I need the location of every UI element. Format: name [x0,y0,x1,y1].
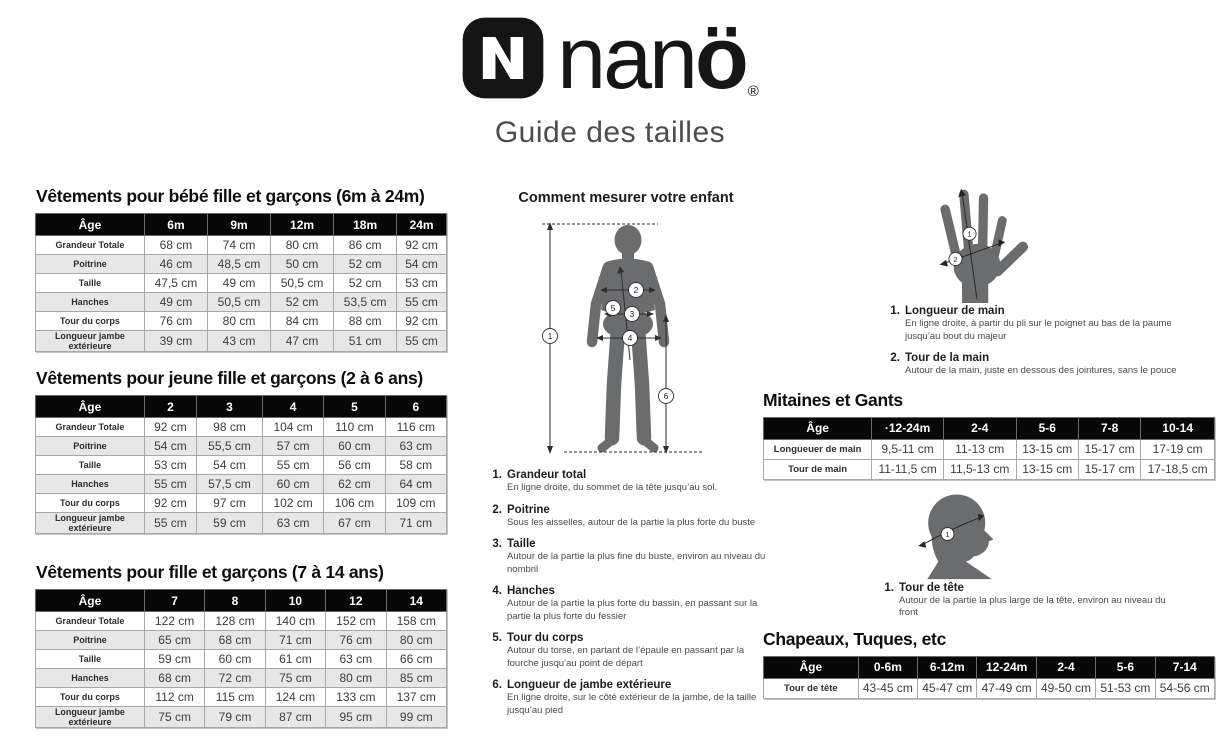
value-cell: 55 cm [397,293,447,312]
head-instruction-item [879,582,1171,620]
age-column-header: Âge [764,417,872,439]
hand-marker-1: 1 [967,229,972,239]
page-title: Guide des tailles [494,116,726,149]
measure-guide-column [487,190,775,726]
value-cell: 124 cm [265,688,325,707]
row-label: Tour du corps [36,494,145,513]
table-row [36,437,447,456]
value-cell: 57 cm [262,437,323,456]
item-number: 1. [890,305,900,317]
value-cell: 60 cm [324,437,385,456]
value-cell: 45-47 cm [918,678,977,698]
item-description: Autour de la partie la plus large de la tête, environ au niveau du front [899,594,1166,619]
row-label: Tour de main [764,459,872,479]
value-cell: 68 cm [205,631,265,650]
row-label: Taille [36,274,145,293]
value-cell: 63 cm [385,437,446,456]
marker-6: 6 [663,391,669,401]
value-cell: 104 cm [262,418,323,437]
item-number: 1. [884,581,894,594]
hand-silhouette [945,194,1023,303]
value-cell: 133 cm [326,688,386,707]
value-cell: 87 cm [265,707,325,728]
item-title: Longueur de main [905,305,1005,317]
size-column-header: 0-6m [858,656,917,678]
value-cell: 137 cm [386,688,446,707]
value-cell: 61 cm [265,650,325,669]
value-cell: 99 cm [386,707,446,728]
size-column-header: 6m [144,214,207,236]
hand-instruction-item [885,305,1177,343]
section-baby [35,186,447,352]
value-cell: 17-19 cm [1141,439,1215,459]
value-cell: 59 cm [197,513,263,534]
value-cell: 75 cm [265,669,325,688]
value-cell: 71 cm [265,631,325,650]
value-cell: 116 cm [385,418,446,437]
table-row [36,494,447,513]
measure-guide-title: Comment mesurer votre enfant [518,190,734,206]
measure-instructions-list [487,469,775,717]
brand-wordmark [557,8,759,108]
size-tables-column [35,186,447,728]
brand-header [0,8,1220,150]
value-cell: 55 cm [397,331,447,352]
value-cell: 15-17 cm [1078,459,1140,479]
table-row [36,475,447,494]
row-label: Tour du corps [36,312,145,331]
table-row [36,669,447,688]
item-title: Tour du corps [507,632,584,645]
marker-4: 4 [627,333,633,343]
value-cell: 65 cm [144,631,204,650]
size-column-header: 5-6 [1096,656,1155,678]
size-column-header: 6-12m [918,656,977,678]
row-label: Hanches [36,669,145,688]
value-cell: 49 cm [207,274,270,293]
value-cell: 11,5-13 cm [943,459,1016,479]
value-cell: 49-50 cm [1036,678,1095,698]
value-cell: 39 cm [144,331,207,352]
value-cell: 47,5 cm [144,274,207,293]
header-row [764,656,1215,678]
marker-5: 5 [610,303,616,313]
table-row [36,631,447,650]
value-cell: 55 cm [262,456,323,475]
value-cell: 50,5 cm [207,293,270,312]
row-label: Longueur jambe extérieure [36,513,145,534]
value-cell: 57,5 cm [197,475,263,494]
value-cell: 84 cm [271,312,334,331]
registered-mark: ® [747,83,759,101]
accessories-column [763,185,1215,699]
value-cell: 60 cm [205,650,265,669]
value-cell: 9,5-11 cm [872,439,944,459]
value-cell: 50,5 cm [271,274,334,293]
measure-instruction-item [487,585,775,623]
header-row [36,214,447,236]
item-description: En ligne droite, du sommet de la tête jusqu’au sol. [507,482,718,493]
value-cell: 43 cm [207,331,270,352]
header-row [36,396,447,418]
value-cell: 55 cm [144,513,196,534]
value-cell: 58 cm [385,456,446,475]
table-row [36,274,447,293]
item-number: 4. [492,585,502,598]
item-title: Poitrine [507,503,550,516]
row-label: Hanches [36,475,145,494]
value-cell: 98 cm [197,418,263,437]
row-label: Longueur jambe extérieure [36,331,145,352]
mittens-title: Mitaines et Gants [763,389,903,410]
hand-illustration [902,185,1052,303]
section-kids-title: Vêtements pour fille et garçons (7 à 14 ans) [36,562,384,582]
value-cell: 64 cm [385,475,446,494]
value-cell: 60 cm [262,475,323,494]
table-row [36,236,447,255]
table-row [764,439,1215,459]
value-cell: 112 cm [144,688,204,707]
item-title: Hanches [507,585,555,598]
value-cell: 54-56 cm [1155,678,1214,698]
value-cell: 80 cm [386,631,446,650]
value-cell: 13-15 cm [1016,459,1078,479]
child-body-illustration [506,214,756,459]
value-cell: 17-18,5 cm [1141,459,1215,479]
value-cell: 53 cm [144,456,196,475]
nano-logo-icon [461,16,545,100]
marker-1: 1 [547,331,553,341]
size-column-header: 7-14 [1155,656,1214,678]
head-instructions-list [879,582,1171,620]
value-cell: 76 cm [144,312,207,331]
item-description: En ligne droite, sur le côté extérieur de la jambe, de la taille jusqu’au pied [507,692,757,716]
item-number: 5. [492,632,502,645]
size-column-header: 10-14 [1141,417,1215,439]
item-number: 6. [492,679,502,692]
value-cell: 11-13 cm [943,439,1016,459]
value-cell: 52 cm [271,293,334,312]
value-cell: 52 cm [334,255,397,274]
size-column-header: 18m [334,214,397,236]
value-cell: 92 cm [144,418,196,437]
item-title: Tour de la main [905,352,990,365]
head-illustration [885,488,1045,580]
value-cell: 11-11,5 cm [872,459,944,479]
row-label: Tour du corps [36,688,145,707]
value-cell: 46 cm [144,255,207,274]
head-marker-1: 1 [945,529,950,539]
value-cell: 88 cm [334,312,397,331]
young-size-table [35,395,447,534]
value-cell: 102 cm [262,494,323,513]
value-cell: 115 cm [205,688,265,707]
value-cell: 80 cm [326,669,386,688]
item-title: Longueur de jambe extérieure [507,679,672,692]
size-column-header: 7-8 [1078,417,1140,439]
value-cell: 62 cm [324,475,385,494]
value-cell: 59 cm [144,650,204,669]
marker-3: 3 [629,309,635,319]
value-cell: 13-15 cm [1016,439,1078,459]
hand-instructions-list [885,305,1177,378]
row-label: Hanches [36,293,145,312]
value-cell: 140 cm [265,612,325,631]
size-column-header: 5 [324,396,385,418]
value-cell: 80 cm [271,236,334,255]
size-column-header: 8 [205,590,265,612]
row-label: Longueuer de main [764,439,872,459]
value-cell: 56 cm [324,456,385,475]
table-row [36,312,447,331]
section-kids [35,562,447,728]
size-column-header: 6 [385,396,446,418]
value-cell: 66 cm [386,650,446,669]
value-cell: 95 cm [326,707,386,728]
item-description: Sous les aisselles, autour de la partie la plus forte du buste [507,516,756,528]
value-cell: 15-17 cm [1078,439,1140,459]
hand-marker-2: 2 [953,254,958,264]
value-cell: 53,5 cm [334,293,397,312]
value-cell: 54 cm [197,456,263,475]
value-cell: 63 cm [262,513,323,534]
size-column-header: 2-4 [1036,656,1095,678]
value-cell: 79 cm [205,707,265,728]
marker-2: 2 [633,285,639,295]
size-column-header: 9m [207,214,270,236]
baby-size-table [35,213,447,352]
value-cell: 75 cm [144,707,204,728]
value-cell: 97 cm [197,494,263,513]
value-cell: 53 cm [397,274,447,293]
measure-instruction-item [487,632,775,670]
measure-instruction-item [487,538,775,576]
size-column-header: 5-6 [1016,417,1078,439]
size-column-header: 2-4 [943,417,1016,439]
size-column-header: 7 [144,590,204,612]
value-cell: 122 cm [144,612,204,631]
size-column-header: 3 [197,396,263,418]
table-row [36,293,447,312]
row-label: Poitrine [36,631,145,650]
hats-table [763,656,1215,699]
value-cell: 67 cm [324,513,385,534]
value-cell: 52 cm [334,274,397,293]
value-cell: 128 cm [205,612,265,631]
table-row [36,331,447,352]
table-row [36,650,447,669]
value-cell: 50 cm [271,255,334,274]
row-label: Tour de tête [764,678,859,698]
value-cell: 92 cm [144,494,196,513]
row-label: Taille [36,650,145,669]
value-cell: 85 cm [386,669,446,688]
value-cell: 106 cm [324,494,385,513]
item-description: Autour de la partie la plus fine du buste, environ au niveau du nombril [507,551,766,575]
table-row [36,707,447,728]
value-cell: 72 cm [205,669,265,688]
value-cell: 86 cm [334,236,397,255]
value-cell: 68 cm [144,236,207,255]
value-cell: 63 cm [326,650,386,669]
row-label: Grandeur Totale [36,612,145,631]
value-cell: 68 cm [144,669,204,688]
size-column-header: 12 [326,590,386,612]
item-description: Autour de la main, juste en dessous des jointures, sans le pouce [905,365,1177,377]
value-cell: 158 cm [386,612,446,631]
value-cell: 55,5 cm [197,437,263,456]
table-row [36,513,447,534]
row-label: Taille [36,456,145,475]
item-title: Tour de tête [899,581,964,594]
item-number: 1. [492,469,502,481]
head-measure-markers [941,527,954,540]
value-cell: 54 cm [144,437,196,456]
value-cell: 54 cm [397,255,447,274]
brand-name-bold: ö [695,8,746,108]
measure-instruction-item [487,679,775,717]
size-column-header: 24m [397,214,447,236]
measure-instruction-item [487,469,775,495]
hand-instruction-item [885,352,1177,378]
item-number: 3. [492,538,502,551]
value-cell: 92 cm [397,312,447,331]
item-title: Taille [507,538,536,551]
value-cell: 152 cm [326,612,386,631]
value-cell: 55 cm [144,475,196,494]
value-cell: 76 cm [326,631,386,650]
section-young-title: Vêtements pour jeune fille et garçons (2 à 6 ans) [36,368,423,388]
item-number: 2. [890,352,900,365]
section-baby-title: Vêtements pour bébé fille et garçons (6m à 24m) [36,186,425,206]
row-label: Poitrine [36,437,145,456]
item-number: 2. [492,503,502,516]
value-cell: 47 cm [271,331,334,352]
mittens-table [763,417,1215,480]
nano-logo [0,8,1220,108]
row-label: Poitrine [36,255,145,274]
hats-title: Chapeaux, Tuques, etc [763,628,947,649]
header-row [764,417,1215,439]
size-column-header: ·12-24m [872,417,944,439]
value-cell: 43-45 cm [858,678,917,698]
value-cell: 47-49 cm [977,678,1036,698]
size-column-header: 10 [265,590,325,612]
value-cell: 92 cm [397,236,447,255]
kids-size-table [35,589,447,728]
value-cell: 49 cm [144,293,207,312]
brand-name-regular: nan [557,8,695,108]
item-description: Autour de la partie la plus forte du bassin, en passant sur la partie la plus forte du fessier [507,598,758,622]
value-cell: 110 cm [324,418,385,437]
age-column-header: Âge [36,214,145,236]
value-cell: 51 cm [334,331,397,352]
row-label: Grandeur Totale [36,236,145,255]
measure-instruction-item [487,504,775,530]
table-row [36,612,447,631]
value-cell: 51-53 cm [1096,678,1155,698]
item-title: Grandeur total [507,469,587,481]
size-column-header: 12m [271,214,334,236]
table-row [764,459,1215,479]
age-column-header: Âge [36,396,145,418]
age-column-header: Âge [36,590,145,612]
row-label: Longueur jambe extérieure [36,707,145,728]
section-young [35,368,447,534]
age-column-header: Âge [764,656,859,678]
table-row [764,678,1215,698]
size-column-header: 4 [262,396,323,418]
table-row [36,688,447,707]
item-description: Autour du torse, en partant de l’épaule en passant par la fourche jusqu’au point de départ [507,645,745,669]
header-row [36,590,447,612]
value-cell: 71 cm [385,513,446,534]
table-row [36,456,447,475]
value-cell: 109 cm [385,494,446,513]
size-column-header: 2 [144,396,196,418]
value-cell: 80 cm [207,312,270,331]
size-column-header: 14 [386,590,446,612]
table-row [36,418,447,437]
row-label: Grandeur Totale [36,418,145,437]
value-cell: 48,5 cm [207,255,270,274]
value-cell: 74 cm [207,236,270,255]
size-column-header: 12-24m [977,656,1036,678]
item-description: En ligne droite, à partir du pli sur le poignet au bas de la paume jusqu’au bout du majeur [905,318,1172,342]
table-row [36,255,447,274]
